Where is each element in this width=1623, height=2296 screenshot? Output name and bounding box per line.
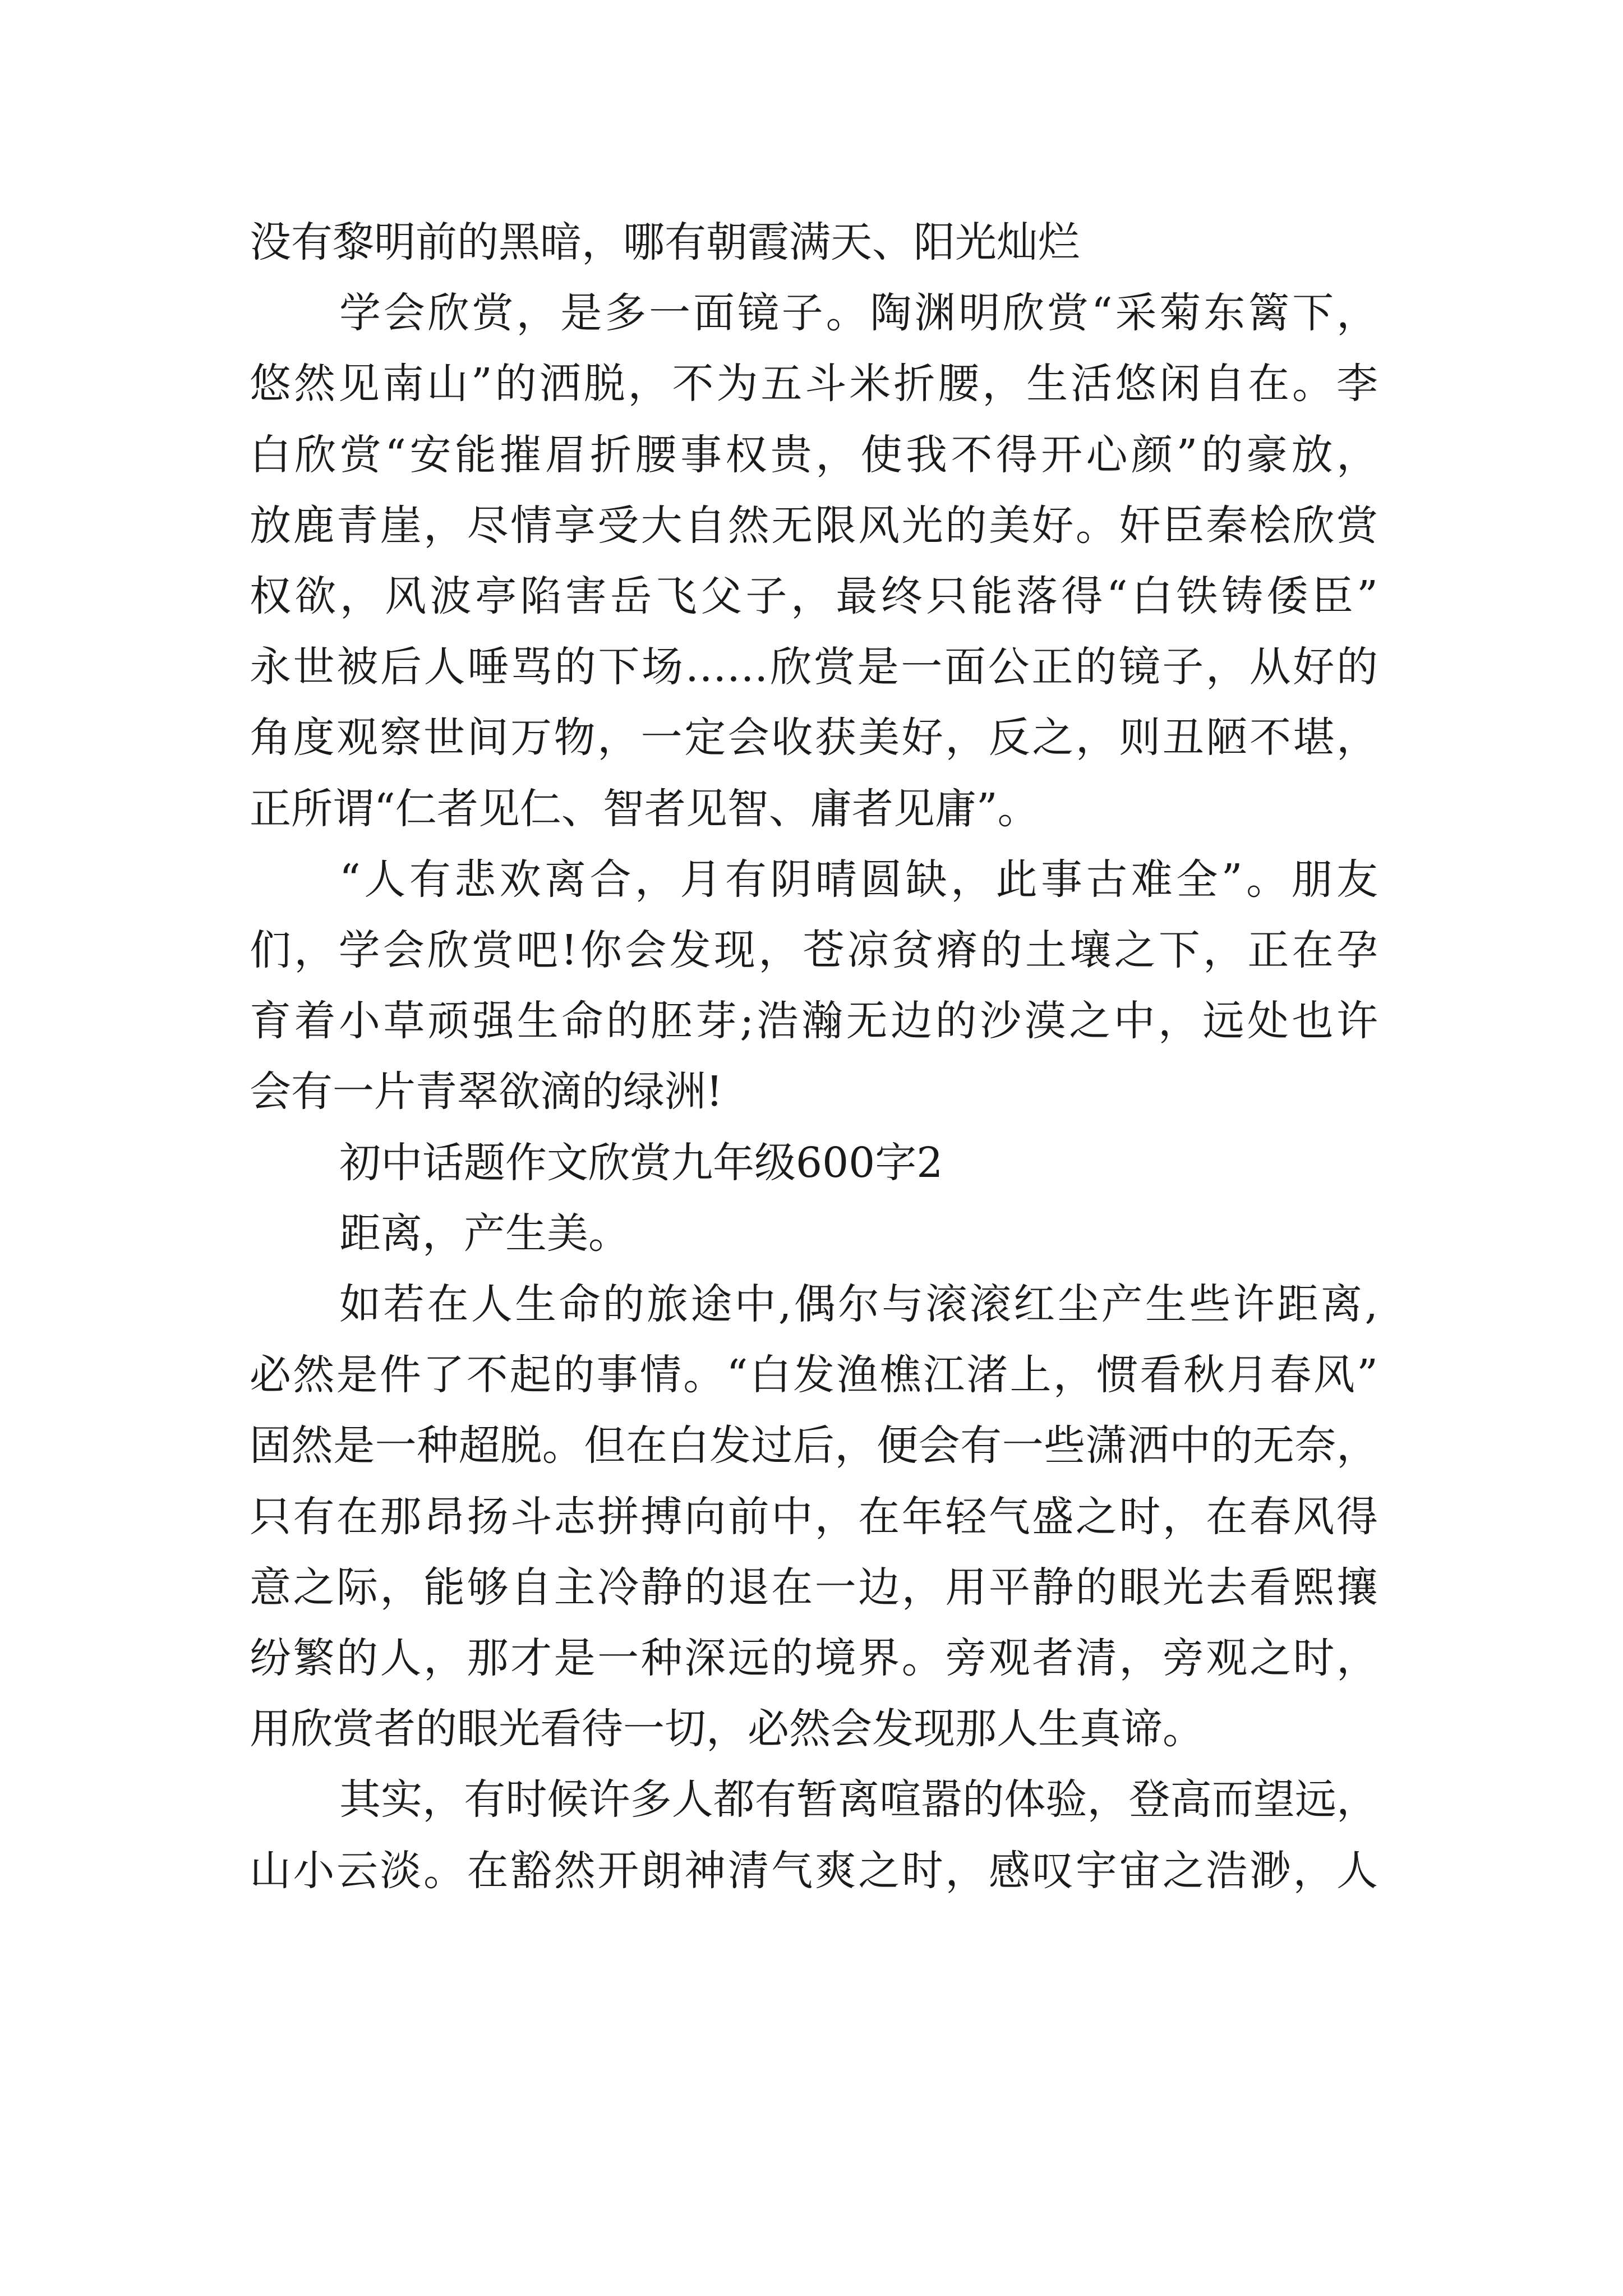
text-line: 山小云淡。在豁然开朗神清气爽之时，感叹宇宙之浩渺，人 bbox=[250, 1846, 1378, 1895]
text-line: 必然是件了不起的事情。“白发渔樵江渚上，惯看秋月春风” bbox=[250, 1351, 1378, 1400]
text-line: 正所谓“仁者见仁、智者见智、庸者见庸”。 bbox=[250, 784, 1039, 833]
text-line: 如若在人生命的旅途中,偶尔与滚滚红尘产生些许距离, bbox=[339, 1280, 1378, 1328]
text-line: 悠然见南山”的洒脱，不为五斗米折腰，生活悠闲自在。李 bbox=[250, 360, 1378, 408]
text-line: 学会欣赏，是多一面镜子。陶渊明欣赏“采菊东篱下， bbox=[339, 289, 1378, 338]
text-line: 用欣赏者的眼光看待一切，必然会发现那人生真谛。 bbox=[250, 1705, 1204, 1754]
text-line: “人有悲欢离合，月有阴晴圆缺，此事古难全”。朋友 bbox=[339, 855, 1378, 904]
text-line: 距离，产生美。 bbox=[339, 1209, 630, 1258]
text-line: 没有黎明前的黑暗，哪有朝霞满天、阳光灿烂 bbox=[250, 218, 1080, 266]
text-line: 初中话题作文欣赏九年级600字2 bbox=[339, 1138, 943, 1187]
text-line: 只有在那昂扬斗志拼搏向前中，在年轻气盛之时，在春风得 bbox=[250, 1492, 1378, 1541]
text-line: 其实，有时候许多人都有暂离喧嚣的体验，登高而望远， bbox=[339, 1775, 1378, 1824]
text-line: 纷繁的人，那才是一种深远的境界。旁观者清，旁观之时， bbox=[250, 1634, 1378, 1682]
text-line: 固然是一种超脱。但在白发过后，便会有一些潇洒中的无奈， bbox=[250, 1421, 1378, 1470]
text-line: 们，学会欣赏吧!你会发现，苍凉贫瘠的土壤之下，正在孕 bbox=[250, 926, 1378, 974]
text-line: 育着小草顽强生命的胚芽;浩瀚无边的沙漠之中，远处也许 bbox=[250, 997, 1378, 1046]
text-line: 放鹿青崖，尽情享受大自然无限风光的美好。奸臣秦桧欣赏 bbox=[250, 501, 1378, 550]
text-line: 权欲，风波亭陷害岳飞父子，最终只能落得“白铁铸倭臣” bbox=[250, 572, 1378, 620]
text-line: 会有一片青翠欲滴的绿洲! bbox=[250, 1068, 723, 1116]
text-line: 白欣赏“安能摧眉折腰事权贵，使我不得开心颜”的豪放， bbox=[250, 430, 1378, 479]
text-line: 角度观察世间万物，一定会收获美好，反之，则丑陋不堪， bbox=[250, 714, 1378, 762]
text-line: 永世被后人唾骂的下场……欣赏是一面公正的镜子，从好的 bbox=[250, 643, 1378, 692]
text-line: 意之际，能够自主冷静的退在一边，用平静的眼光去看熙攘 bbox=[250, 1563, 1378, 1612]
